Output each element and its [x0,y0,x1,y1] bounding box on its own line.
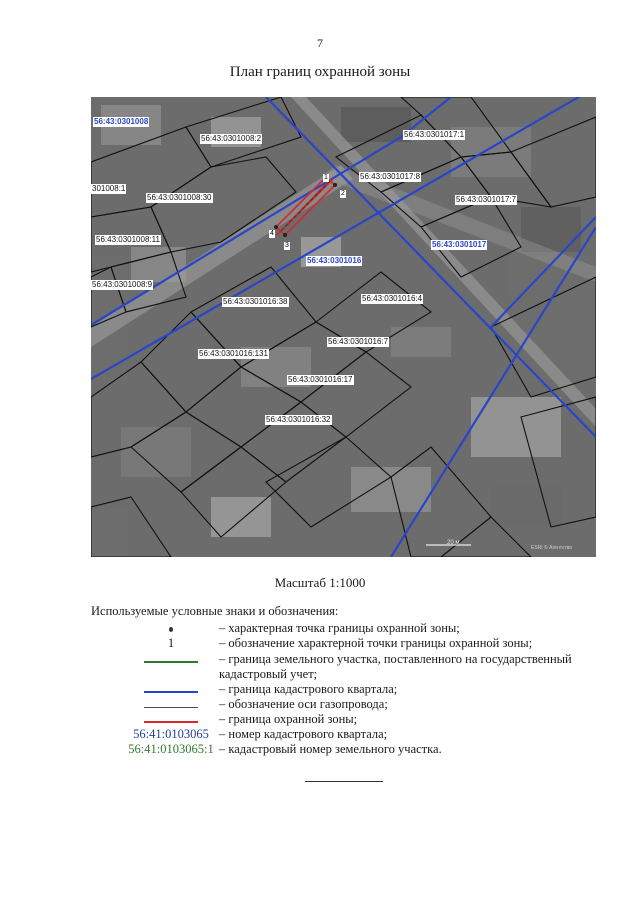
quarter-label: 56:43:0301017 [432,240,487,249]
parcel-label: 56:43:0301008:2 [201,134,262,143]
zone-point [283,233,287,237]
legend-item-parcel-boundary [91,652,601,684]
legend-description: – характерная точка границы охранной зоны; [219,621,460,635]
point-number: 2 [341,190,345,197]
green-line-icon [144,661,198,663]
legend-symbol-text: 56:41:0103065 [133,727,209,741]
legend-item-parcel-number [91,742,601,758]
parcel-label: 56:43:0301008:9 [92,280,153,289]
legend-symbol-text: 56:41:0103065:1 [128,742,214,756]
parcel-label: 56:43:0301016:32 [266,415,331,424]
gray-line-icon [144,707,198,708]
point-marker-icon [169,627,173,632]
parcel-label: 56:43:0301017:1 [404,130,465,139]
point-number: 4 [270,230,274,237]
legend-description: – обозначение характерной точки границы охранной зоны; [219,636,533,650]
legend-item-point-number [91,636,601,652]
parcel-label: 56:43:0301008:30 [147,193,212,202]
zone-point [274,225,278,229]
map-drawing [91,97,596,557]
parcel-label: 56:43:0301016:7 [328,337,389,346]
legend-symbol-text: 1 [167,636,175,650]
quarter-label: 56:43:0301016 [307,256,362,265]
zone-point [333,183,337,187]
legend-heading: Используемые условные знаки и обозначения: [91,604,339,618]
legend-item-quarter-boundary [91,682,601,698]
map-copyright: ESRI © Агентство [531,545,573,551]
quarter-label: 56:43:0301008 [94,117,149,126]
parcel-label: 56:43:0301016:4 [362,294,423,303]
scale-bar-label: 20 м [447,540,460,546]
legend-description: – номер кадастрового квартала; [219,727,388,741]
parcel-label: 56:43:0301016:38 [223,297,288,306]
parcel-label: 301008:1 [92,184,126,193]
legend-item-gas-axis [91,697,601,713]
page-title: План границ охранной зоны [229,64,411,80]
parcel-label: 56:43:0301016:17 [288,375,353,384]
legend-description: – кадастровый номер земельного участка. [219,742,442,756]
legend-item-point [91,621,601,637]
legend-description: – граница земельного участка, поставленного на государственный кадастровый учет; [219,652,572,681]
cadastral-map [91,97,596,557]
point-number: 1 [324,174,328,181]
parcel-label: 56:43:0301017:8 [360,172,421,181]
parcel-label: 56:43:0301016:131 [199,349,268,358]
red-line-icon [144,721,198,723]
parcel-label: 56:43:0301008:11 [96,235,160,244]
terrain-texture [91,97,596,557]
end-divider [305,781,383,782]
legend-description: – обозначение оси газопровода; [219,697,388,711]
legend-description: – граница кадастрового квартала; [219,682,398,696]
legend-description: – граница охранной зоны; [219,712,358,726]
legend-item-quarter-number [91,727,601,743]
blue-line-icon [144,691,198,693]
page-number: 7 [317,36,323,50]
parcel-label: 56:43:0301017:7 [456,195,517,204]
point-number: 3 [285,242,289,249]
legend-item-zone-boundary [91,712,601,728]
map-scale: Масштаб 1:1000 [274,575,366,590]
